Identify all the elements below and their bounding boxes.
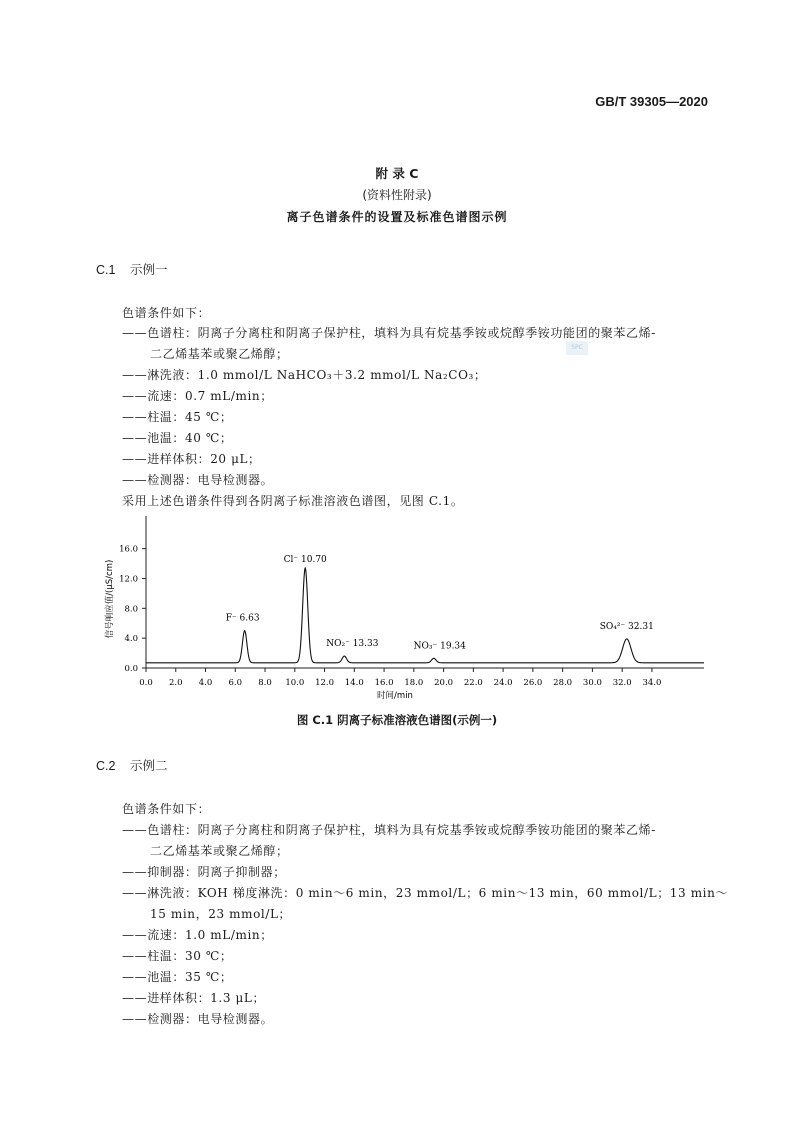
peak-label: F⁻ 6.63 <box>225 613 260 624</box>
x-tick-label: 34.0 <box>642 678 662 688</box>
x-tick-label: 2.0 <box>168 678 183 688</box>
peak-label: SO₄²⁻ 32.31 <box>599 621 654 632</box>
x-tick-label: 32.0 <box>612 678 632 688</box>
spc-watermark: SPC <box>566 341 588 355</box>
x-tick-label: 12.0 <box>315 678 335 688</box>
figure-caption: 图 C.1 阴离子标准溶液色谱图(示例一) <box>296 713 498 727</box>
y-tick-label: 0.0 <box>124 664 138 674</box>
section-number: C.2 <box>96 759 116 773</box>
y-tick-label: 8.0 <box>124 604 138 615</box>
conditions-intro: 色谱条件如下： <box>122 802 211 816</box>
x-tick-label: 18.0 <box>404 678 424 688</box>
x-tick-label: 0.0 <box>139 678 153 688</box>
condition-item: ——检测器：电导检测器。 <box>122 1012 274 1026</box>
condition-item: ——进样体积：1.3 μL； <box>122 991 266 1005</box>
standard-code: GB/T 39305—2020 <box>595 94 708 109</box>
peak-label: NO₂⁻ 13.33 <box>326 639 379 650</box>
peak-label: NO₃⁻ 19.34 <box>413 641 466 652</box>
condition-item: ——检测器：电导检测器。 <box>122 473 274 487</box>
x-tick-label: 20.0 <box>434 678 454 688</box>
appendix-main-title: 离子色谱条件的设置及标准色谱图示例 <box>286 210 508 224</box>
x-tick-label: 24.0 <box>493 678 513 688</box>
condition-item: ——池温：35 ℃； <box>122 970 233 984</box>
y-tick-label: 12.0 <box>119 574 138 585</box>
y-tick-label: 16.0 <box>119 544 138 555</box>
condition-item: ——色谱柱：阴离子分离柱和阴离子保护柱，填料为具有烷基季铵或烷醇季铵功能团的聚苯乙烯- <box>122 823 656 837</box>
peak-label: Cl⁻ 10.70 <box>283 555 327 566</box>
x-tick-label: 14.0 <box>344 678 364 688</box>
x-axis-label: 时间/min <box>377 691 413 701</box>
condition-item: ——淋洗液：KOH 梯度淋洗：0 min～6 min，23 mmol/L；6 min～13 min，60 mmol/L；13 min～ <box>122 886 729 900</box>
y-axis-label: 信号响应值/(μS/cm) <box>105 559 115 639</box>
appendix-subtitle: (资料性附录) <box>362 188 432 202</box>
x-tick-label: 28.0 <box>553 678 573 688</box>
x-tick-label: 6.0 <box>228 678 243 688</box>
x-tick-label: 26.0 <box>523 678 543 688</box>
x-tick-label: 10.0 <box>285 678 305 688</box>
appendix-title: 附 录 C <box>375 166 419 181</box>
condition-item-continuation: 二乙烯基苯或聚乙烯醇； <box>150 844 289 858</box>
condition-item-continuation: 二乙烯基苯或聚乙烯醇； <box>150 347 289 361</box>
x-tick-label: 30.0 <box>582 678 602 688</box>
condition-item: ——流速：0.7 mL/min； <box>122 389 273 403</box>
section-heading-c2 <box>96 756 168 774</box>
condition-item: ——柱温：45 ℃； <box>122 410 233 424</box>
condition-item: ——色谱柱：阴离子分离柱和阴离子保护柱，填料为具有烷基季铵或烷醇季铵功能团的聚苯乙烯- <box>122 326 656 340</box>
x-tick-label: 4.0 <box>198 678 213 688</box>
condition-item-continuation: 15 min，23 mmol/L； <box>150 907 292 921</box>
section-title: 示例一 <box>130 262 168 277</box>
condition-item: ——淋洗液：1.0 mmol/L NaHCO₃＋3.2 mmol/L Na₂CO₃； <box>122 368 487 382</box>
x-tick-label: 8.0 <box>258 678 272 688</box>
y-tick-label: 4.0 <box>124 634 138 645</box>
x-tick-label: 16.0 <box>374 678 394 688</box>
section-title: 示例二 <box>130 758 168 773</box>
x-tick-label: 22.0 <box>463 678 483 688</box>
condition-item: ——流速：1.0 mL/min； <box>122 928 273 942</box>
condition-item: ——柱温：30 ℃； <box>122 949 233 963</box>
condition-item: ——抑制器：阴离子抑制器； <box>122 865 286 879</box>
conditions-intro: 色谱条件如下： <box>122 306 211 320</box>
conclusion-text: 采用上述色谱条件得到各阴离子标准溶液色谱图，见图 C.1。 <box>122 494 464 508</box>
condition-item: ——进样体积：20 μL； <box>122 452 261 466</box>
condition-item: ——池温：40 ℃； <box>122 431 233 445</box>
section-number: C.1 <box>96 263 116 277</box>
